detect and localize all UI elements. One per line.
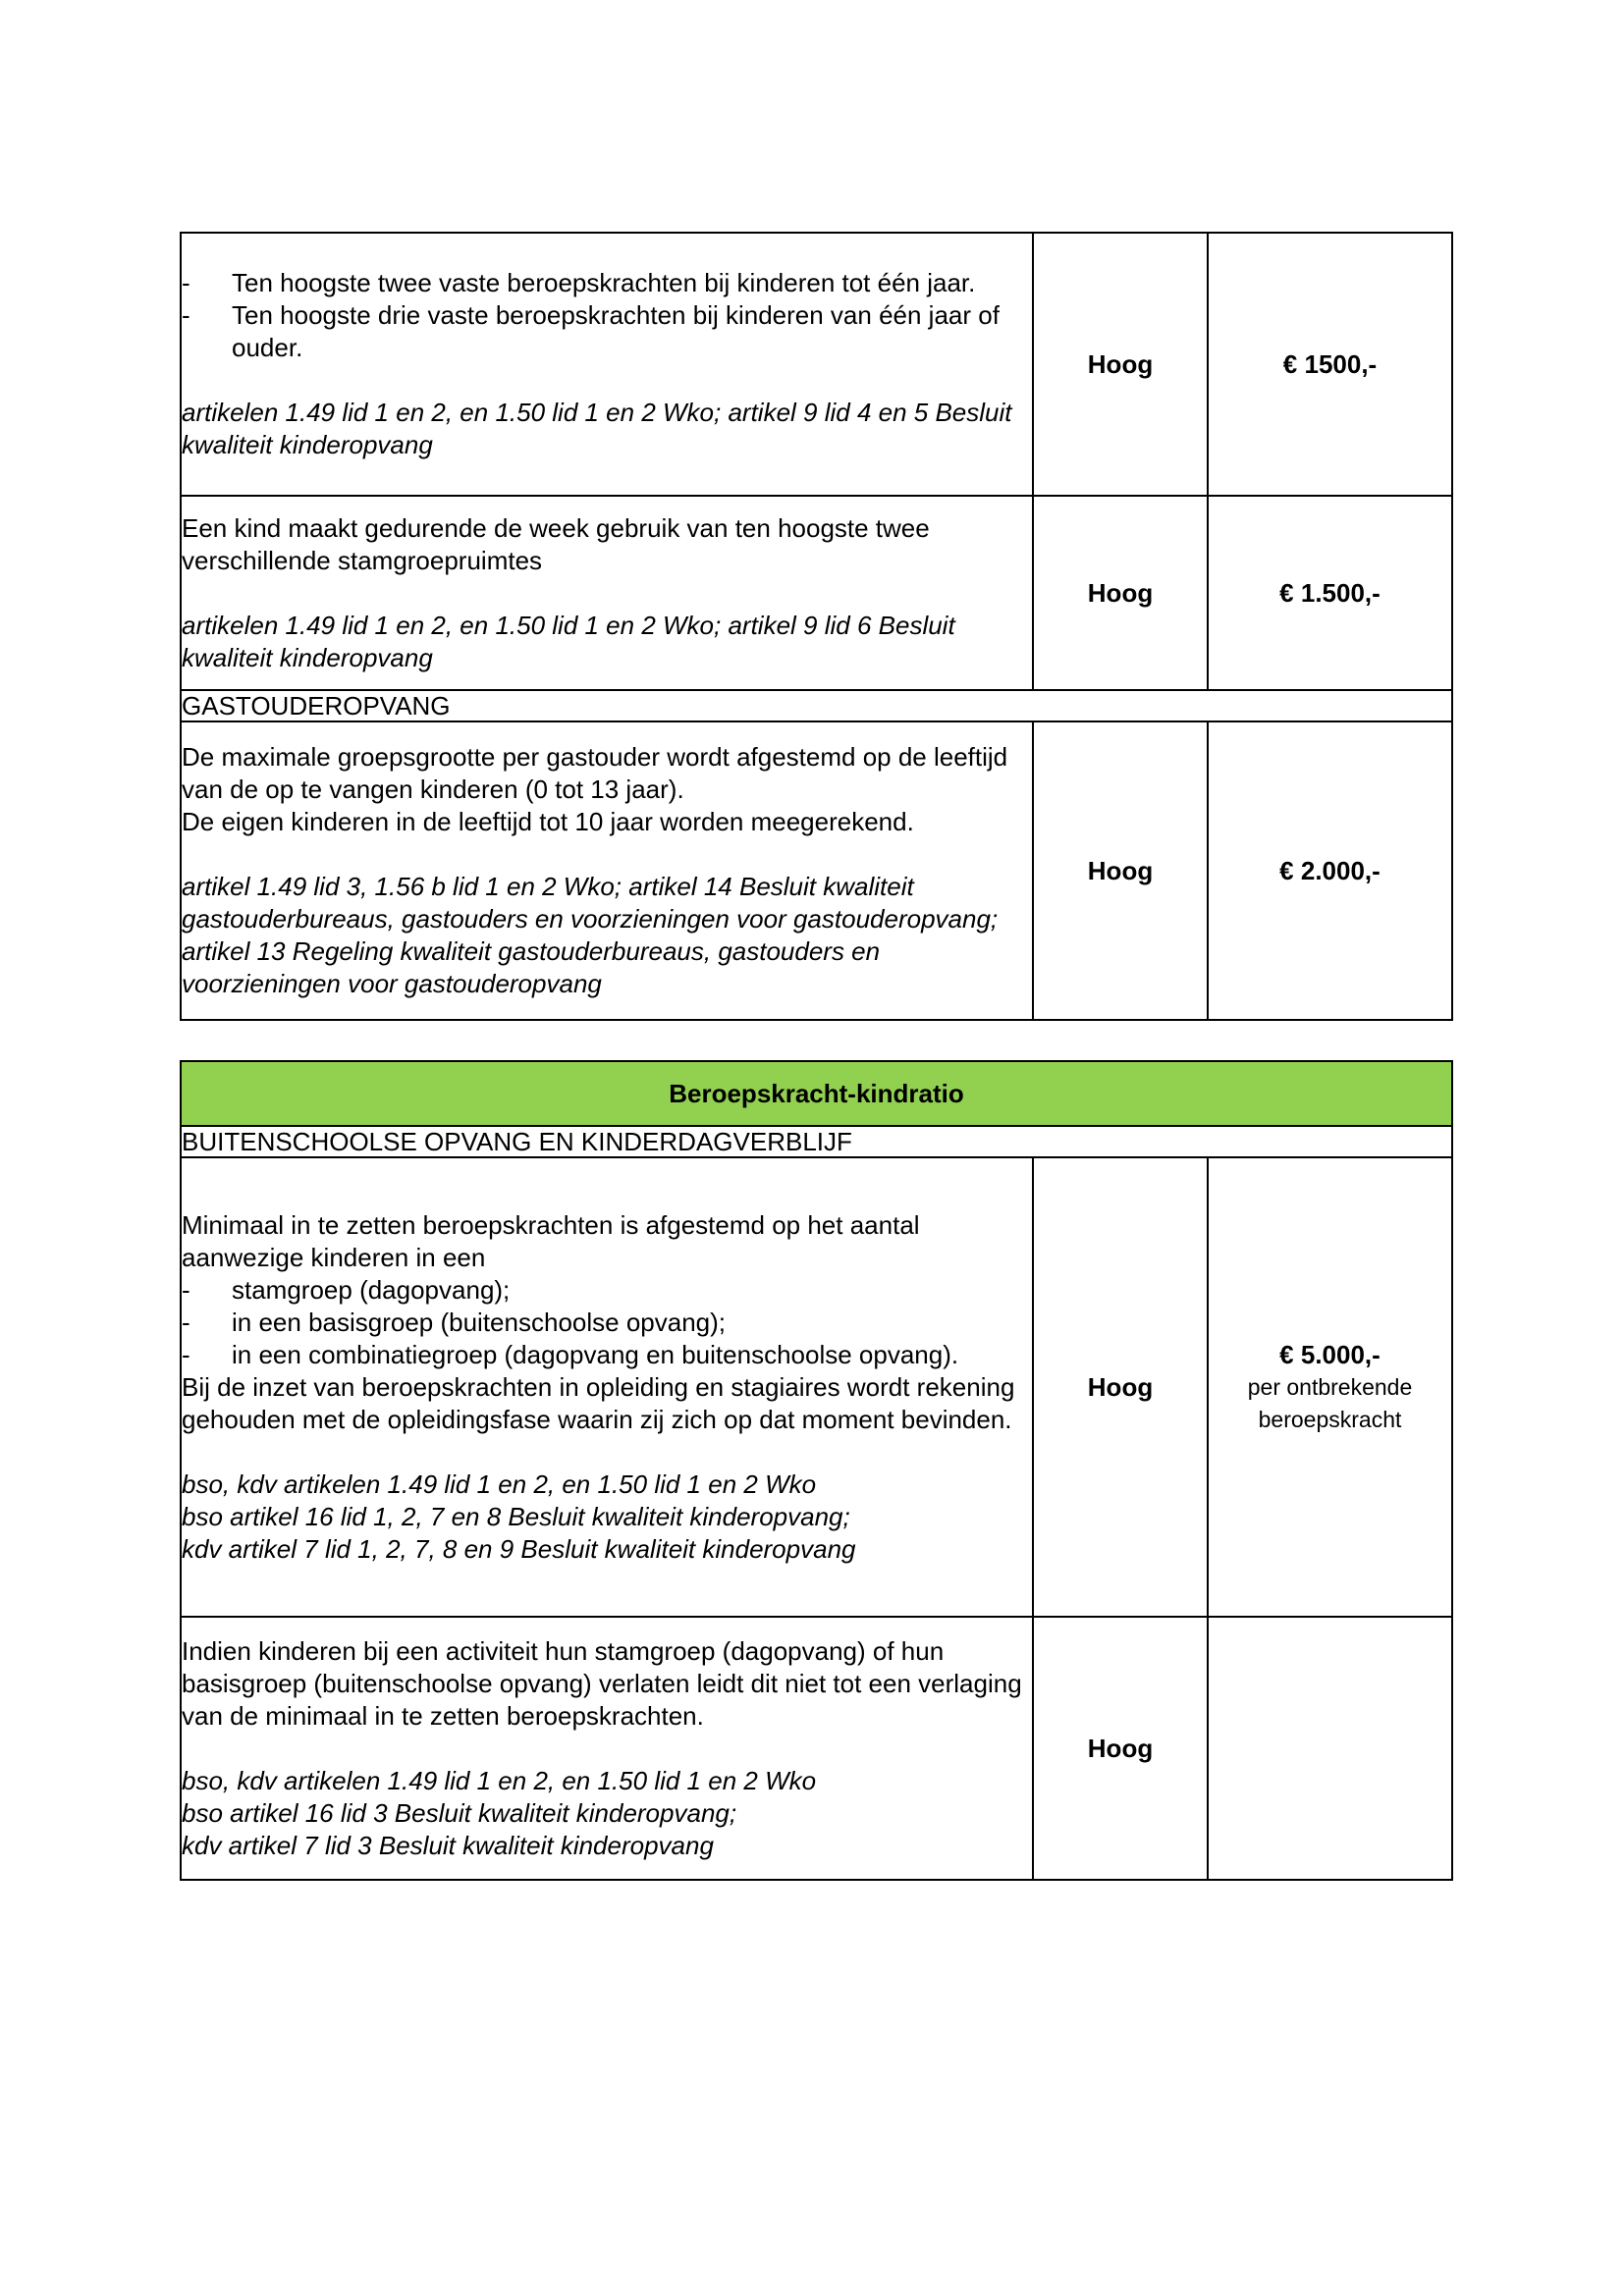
fine-note: per ontbrekende beroepskracht <box>1247 1373 1413 1432</box>
risk-cell: Hoog <box>1033 233 1208 496</box>
table-header: Beroepskracht-kindratio <box>181 1061 1452 1126</box>
legal-reference: bso, kdv artikelen 1.49 lid 1 en 2, en 1.50 lid 1 en 2 Wko <box>182 1468 817 1499</box>
section-label: GASTOUDEROPVANG <box>181 690 1452 721</box>
legal-reference: bso artikel 16 lid 1, 2, 7 en 8 Besluit kwaliteit kinderopvang; <box>182 1501 850 1531</box>
legal-reference: artikelen 1.49 lid 1 en 2, en 1.50 lid 1 en 2 Wko; artikel 9 lid 6 Besluit kwaliteit kinderopvang <box>182 610 955 672</box>
risk-cell: Hoog <box>1033 496 1208 690</box>
requirement-cell <box>181 1157 1033 1617</box>
bullet-item: - in een basisgroep (buitenschoolse opvang); <box>182 1307 1032 1339</box>
table-row <box>181 1617 1452 1880</box>
legal-reference: kdv artikel 7 lid 1, 2, 7, 8 en 9 Besluit kwaliteit kinderopvang <box>182 1533 856 1564</box>
inspection-table-1 <box>180 232 1453 1021</box>
fine-cell <box>1208 1157 1452 1617</box>
risk-cell: Hoog <box>1033 1157 1208 1617</box>
requirement-text: Een kind maakt gedurende de week gebruik van ten hoogste twee verschillende stamgroepruimtes <box>182 512 930 575</box>
inspection-table-2 <box>180 1060 1453 1881</box>
requirement-cell <box>181 1617 1033 1880</box>
requirement-text: De maximale groepsgrootte per gastouder wordt afgestemd op de leeftijd van de op te vangen kinderen (0 tot 13 jaar). <box>182 742 1008 804</box>
legal-reference: artikel 1.49 lid 3, 1.56 b lid 1 en 2 Wko; artikel 14 Besluit kwaliteit gastouderbureaus, gastouders en voorzieningen voor gastouderopvang; artikel 13 Regeling kwaliteit gastouderbureaus, gastouders en voorzieningen voor gastouderopvang <box>182 872 999 998</box>
requirement-cell <box>181 496 1033 690</box>
fine-cell <box>1208 1617 1452 1880</box>
requirement-text: De eigen kinderen in de leeftijd tot 10 jaar worden meegerekend. <box>182 807 914 836</box>
fine-cell <box>1208 496 1452 690</box>
fine-amount: € 5.000,- <box>1279 1339 1380 1369</box>
section-row <box>181 690 1452 721</box>
table-row <box>181 233 1452 496</box>
table-row <box>181 1157 1452 1617</box>
legal-reference: artikelen 1.49 lid 1 en 2, en 1.50 lid 1 en 2 Wko; artikel 9 lid 4 en 5 Besluit kwaliteit kinderopvang <box>182 398 1012 459</box>
table-row <box>181 496 1452 690</box>
table-row <box>181 721 1452 1020</box>
bullet-item: - Ten hoogste twee vaste beroepskrachten bij kinderen tot één jaar. <box>182 267 1032 299</box>
legal-reference: bso, kdv artikelen 1.49 lid 1 en 2, en 1.50 lid 1 en 2 Wko <box>182 1765 817 1795</box>
section-row <box>181 1126 1452 1157</box>
header-row <box>181 1061 1452 1126</box>
risk-cell: Hoog <box>1033 1617 1208 1880</box>
section-label: BUITENSCHOOLSE OPVANG EN KINDERDAGVERBLIJF <box>181 1126 1452 1157</box>
bullet-item: - in een combinatiegroep (dagopvang en buitenschoolse opvang). <box>182 1339 1032 1371</box>
fine-cell <box>1208 233 1452 496</box>
requirement-text: Minimaal in te zetten beroepskrachten is afgestemd op het aantal aanwezige kinderen in een <box>182 1209 920 1272</box>
legal-reference: kdv artikel 7 lid 3 Besluit kwaliteit kinderopvang <box>182 1830 714 1860</box>
legal-reference: bso artikel 16 lid 3 Besluit kwaliteit kinderopvang; <box>182 1797 737 1828</box>
fine-cell <box>1208 721 1452 1020</box>
fine-amount: € 2.000,- <box>1279 855 1380 885</box>
risk-cell: Hoog <box>1033 721 1208 1020</box>
requirement-cell <box>181 721 1033 1020</box>
bullet-item: - Ten hoogste drie vaste beroepskrachten bij kinderen van één jaar of ouder. <box>182 299 1032 364</box>
requirement-cell <box>181 233 1033 496</box>
fine-amount: € 1500,- <box>1282 348 1378 379</box>
requirement-text: Bij de inzet van beroepskrachten in opleiding en stagiaires wordt rekening gehouden met de opleidingsfase waarin zij zich op dat moment bevinden. <box>182 1371 1015 1434</box>
requirement-text: Indien kinderen bij een activiteit hun stamgroep (dagopvang) of hun basisgroep (buitenschoolse opvang) verlaten leidt dit niet tot een verlaging van de minimaal in te zetten beroepskrachten. <box>182 1635 1022 1731</box>
fine-amount: € 1.500,- <box>1279 577 1380 608</box>
bullet-item: - stamgroep (dagopvang); <box>182 1274 1032 1307</box>
